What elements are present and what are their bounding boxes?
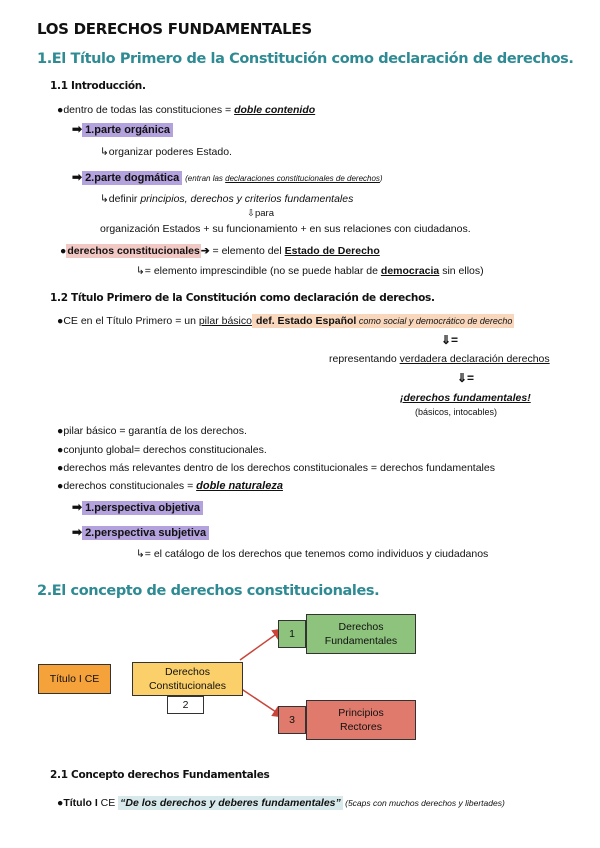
- organizacion-line: organización Estados + su funcionamiento + en sus relaciones con ciudadanos.: [100, 223, 471, 235]
- bullet-conjunto: ●conjunto global= derechos constitucionales.: [57, 444, 267, 456]
- bullet-pilar: ●pilar básico = garantía de los derechos.: [57, 425, 247, 437]
- subsection-1-1-heading: 1.1 Introducción.: [50, 80, 146, 92]
- definir-line: ↳definir principios, derechos y criterios fundamentales: [100, 193, 354, 205]
- basicos-intocables: (básicos, intocables): [415, 407, 498, 417]
- ce-line: ●CE en el Título Primero = un pilar básico def. Estado Español como social y democrático de derecho: [57, 315, 513, 327]
- doble-contenido: doble contenido: [234, 104, 316, 116]
- derechos-constitucionales-label: derechos constitucionales: [67, 245, 200, 257]
- titulo-i-line: ●Título I CE “De los derechos y deberes fundamentales” (5caps con muchos derechos y libertades): [57, 797, 505, 809]
- dogmatica-row: [72, 170, 383, 184]
- estado-de-derecho: Estado de Derecho: [284, 245, 380, 257]
- contenido-text: ●dentro de todas las constituciones =: [57, 104, 235, 116]
- contenido-line: [57, 104, 315, 116]
- bullet-doble-naturaleza: ●derechos constitucionales = doble naturaleza: [57, 480, 283, 492]
- democracia: democracia: [380, 265, 440, 277]
- elemento-line: ↳= elemento imprescindible (no se puede hablar de democracia sin ellos): [136, 265, 484, 277]
- titulo-quote: “De los derechos y deberes fundamentales”: [120, 797, 341, 809]
- down-arrow-1: ⇓=: [441, 333, 459, 347]
- verdadera-declaracion: verdadera declaración derechos: [399, 353, 550, 365]
- perspectiva-subjetiva-label: 2.perspectiva subjetiva: [82, 526, 209, 540]
- section-2-heading: 2.El concepto de derechos constitucionales.: [37, 583, 380, 599]
- parte-dogmatica-label: 2.parte dogmática: [82, 171, 182, 185]
- derechos-fundamentales-box: Derechos Fundamentales: [306, 614, 416, 654]
- arrow-right-icon: ➡: [72, 122, 83, 136]
- arrow-right-icon: ➡: [72, 170, 83, 184]
- dogmatica-note: (entran las declaraciones constitucionales de derechos): [185, 174, 383, 183]
- catalogo-line: ↳= el catálogo de los derechos que tenemos como individuos y ciudadanos: [136, 548, 489, 560]
- arrow-to-fundamentales: [240, 630, 282, 660]
- para-arrow: ⇩para: [247, 208, 274, 219]
- perspectiva-objetiva-label: 1.perspectiva objetiva: [82, 501, 203, 515]
- pilar-basico: pilar básico: [198, 315, 252, 327]
- objetiva-row: [72, 500, 203, 514]
- organica-desc: ↳organizar poderes Estado.: [100, 146, 232, 158]
- titulo-i-ce-box: Título I CE: [38, 664, 111, 694]
- derechos-constitucionales-box: Derechos Constitucionales: [132, 662, 243, 696]
- arrow-to-rectores: [240, 688, 282, 716]
- down-arrow-2: ⇓=: [457, 371, 475, 385]
- center-number-box: 2: [167, 696, 204, 714]
- bullet-relevantes: ●derechos más relevantes dentro de los derechos constitucionales = derechos fundamentales: [57, 462, 495, 474]
- organica-row: [72, 122, 173, 136]
- parte-organica-label: 1.parte orgánica: [82, 123, 173, 137]
- subjetiva-row: [72, 525, 209, 539]
- section-1-heading: 1.El Título Primero de la Constitución como declaración de derechos.: [37, 51, 574, 67]
- definir-em: principios, derechos y criterios fundamentales: [140, 193, 354, 205]
- arrow-right-icon: ➡: [72, 525, 83, 539]
- derechos-fundamentales-emphasis: ¡derechos fundamentales!: [400, 392, 531, 404]
- top-number-box: 1: [278, 620, 306, 648]
- subsection-2-1-heading: 2.1 Concepto derechos Fundamentales: [50, 769, 270, 781]
- doble-naturaleza: doble naturaleza: [196, 480, 283, 492]
- def-estado-highlight: def. Estado Español como social y democrático de derecho: [252, 314, 514, 328]
- page-title: LOS DERECHOS FUNDAMENTALES: [37, 20, 312, 38]
- subsection-1-2-heading: 1.2 Título Primero de la Constitución como declaración de derechos.: [50, 292, 435, 304]
- arrow-icon: ➔: [200, 245, 210, 257]
- bottom-number-box: 3: [278, 706, 306, 734]
- dc-line: ●derechos constitucionales➔ = elemento del Estado de Derecho: [60, 245, 380, 257]
- principios-rectores-box: Principios Rectores: [306, 700, 416, 740]
- representando-line: representando verdadera declaración derechos: [329, 353, 550, 365]
- arrow-right-icon: ➡: [72, 500, 83, 514]
